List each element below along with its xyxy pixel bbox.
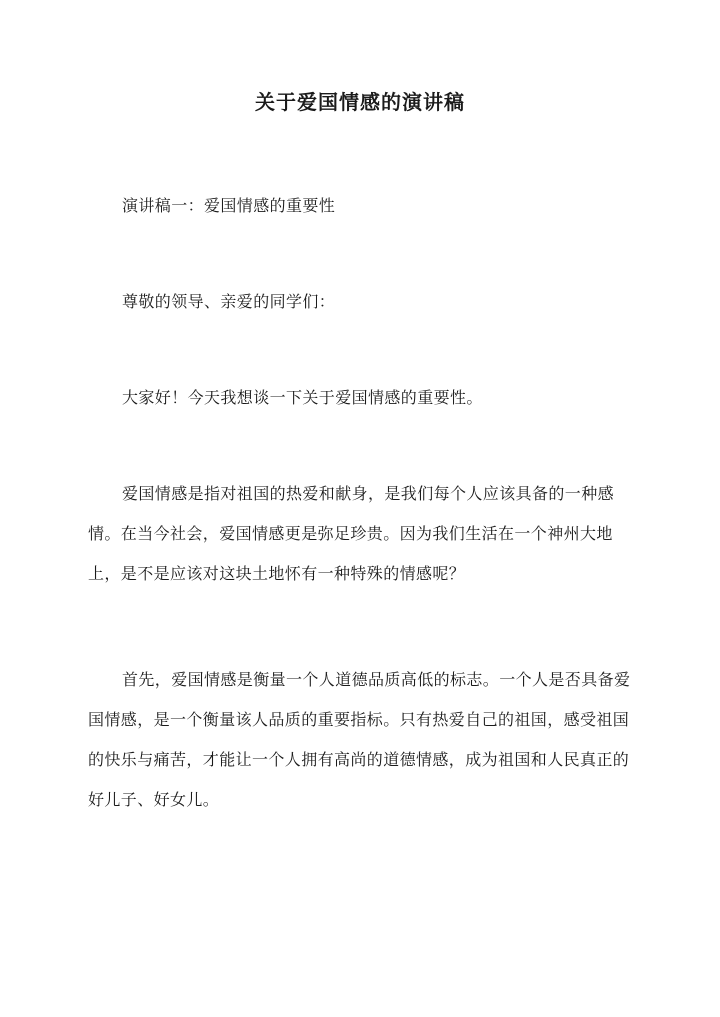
greeting-paragraph: 大家好！今天我想谈一下关于爱国情感的重要性。 (122, 388, 483, 407)
speech-subtitle: 演讲稿一：爱国情感的重要性 (122, 196, 336, 215)
salutation: 尊敬的领导、亲爱的同学们： (122, 292, 336, 311)
document-title: 关于爱国情感的演讲稿 (255, 90, 465, 114)
body-paragraph-1: 爱国情感是指对祖国的热爱和献身，是我们每个人应该具备的一种感情。在当今社会，爱国情感更是弥足珍贵。因为我们生活在一个神州大地上，是不是应该对这块土地怀有一种特殊的情感呢？ (88, 484, 615, 583)
body-paragraph-2: 首先，爱国情感是衡量一个人道德品质高低的标志。一个人是否具备爱国情感，是一个衡量该人品质的重要指标。只有热爱自己的祖国，感受祖国的快乐与痛苦，才能让一个人拥有高尚的道德情感，成为祖国和人民真正的好儿子、好女儿。 (88, 670, 631, 809)
